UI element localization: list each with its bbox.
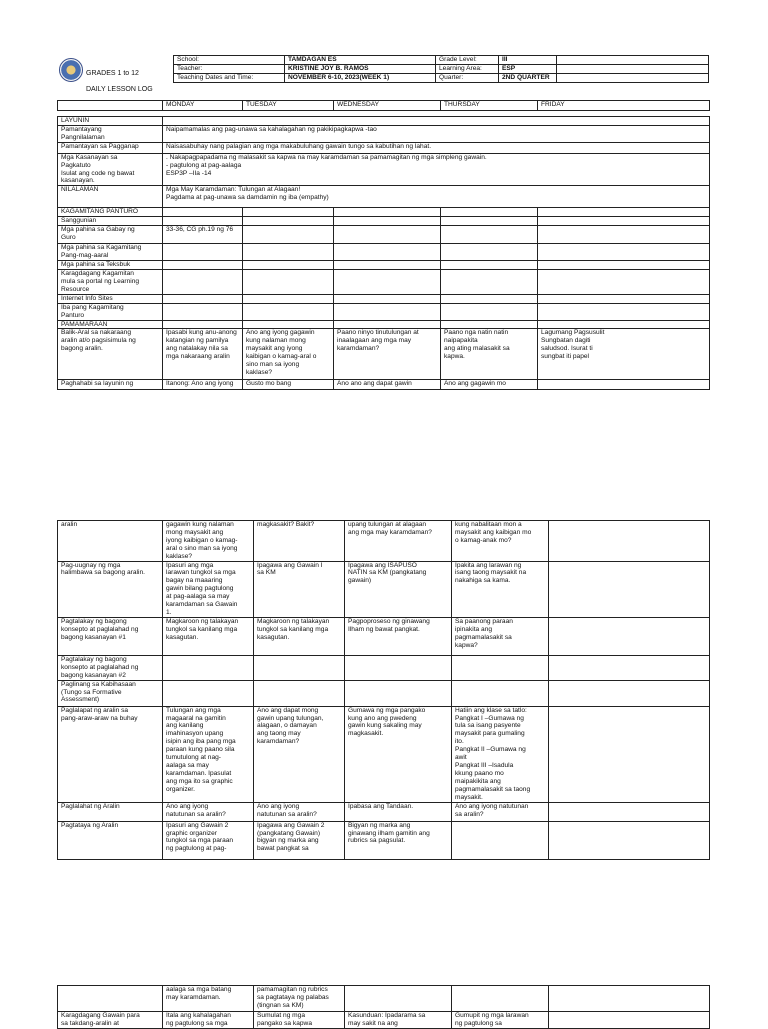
day-cell-wednesday: [334, 294, 441, 303]
day-cell-friday: [538, 303, 710, 320]
day-cell-monday: Tulungan ang mga magaaral na gamitin ang kanilang imahinasyon upang isipin ang iba pang mga paraan kung paano sila tumutulong at nag- aalaga sa may karamdaman. Ipasulat ang mga ito sa graphic organizer.: [163, 706, 254, 802]
lesson-table-page-1: [57, 100, 710, 390]
day-cell-friday: [549, 521, 710, 562]
day-friday: FRIDAY: [538, 101, 710, 111]
day-cell-thursday: [441, 270, 538, 295]
day-cell-tuesday: [243, 270, 334, 295]
row-label: Karagdagang Kagamitan mula sa portal ng Learning Resource: [58, 270, 163, 295]
row-label: Mga pahina sa Gabay ng Guro: [58, 226, 163, 244]
page1-row: [58, 153, 710, 186]
day-cell-thursday: [452, 821, 549, 859]
page2-row: [58, 655, 710, 680]
row-label: Karagdagang Gawain para sa takdang-aralin at: [58, 1012, 163, 1029]
header-info-table: [173, 55, 709, 83]
day-cell-tuesday: [243, 320, 334, 329]
day-cell-thursday: [452, 986, 549, 1012]
day-cell-tuesday: Ano ang iyong natutunan sa aralin?: [254, 802, 345, 821]
page1-row: [58, 303, 710, 320]
day-cell-friday: [538, 226, 710, 244]
day-cell-thursday: Hatiin ang klase sa tatlo: Pangkat I –Gumawa ng tula sa isang pasyente maysakit para gumaling ito. Pangkat II –Gumawa ng awit Pangkat III –Isadula kkung paano mo maipakikita ang pagmamalasakit sa taong maysakit.: [452, 706, 549, 802]
day-cell-wednesday: Bigyan ng marka ang ginawang ilham gamitin ang rubrics sa pagsulat.: [345, 821, 452, 859]
row-label: Pagtalakay ng bagong konsepto at paglalahad ng bagong kasanayan #2: [58, 655, 163, 680]
area-label: Learning Area:: [436, 64, 499, 73]
row-content: . Nakapagpapadama ng malasakit sa kapwa na may karamdaman sa pamamagitan ng mga simpleng gawain. - pagtulong at pag-aalaga ESP3P –IIa -14: [163, 153, 710, 186]
row-label: PAMAMARAAN: [58, 320, 163, 329]
day-cell-friday: [538, 270, 710, 295]
day-cell-friday: [538, 320, 710, 329]
page1-row: [58, 294, 710, 303]
day-cell-monday: [163, 294, 243, 303]
day-cell-tuesday: Magkaroon ng talakayan tungkol sa kanilang mga kasagutan.: [254, 617, 345, 655]
day-cell-friday: [538, 217, 710, 226]
page1-row: [58, 329, 710, 380]
day-cell-thursday: Gumupit ng mga larawan ng pagtulong sa: [452, 1012, 549, 1029]
page1-row: [58, 270, 710, 295]
row-label: Paglinang sa Kabihasaan (Tungo sa Formative Assessment): [58, 680, 163, 706]
page3-row: [58, 986, 710, 1012]
day-cell-tuesday: [254, 680, 345, 706]
day-cell-thursday: [441, 303, 538, 320]
day-cell-friday: [549, 802, 710, 821]
row-label: Pagtalakay ng bagong konsepto at paglalahad ng bagong kasanayan #1: [58, 617, 163, 655]
day-cell-monday: [163, 680, 254, 706]
day-cell-monday: [163, 217, 243, 226]
row-label: Pag-uugnay ng mga halimbawa sa bagong aralin.: [58, 561, 163, 617]
row-label: NILALAMAN: [58, 186, 163, 208]
school-value: TAMDAGAN ES: [285, 56, 436, 65]
day-cell-monday: Magkaroon ng talakayan tungkol sa kanilang mga kasagutan.: [163, 617, 254, 655]
day-cell-friday: [538, 208, 710, 217]
page1-row: [58, 186, 710, 208]
page1-row: [58, 244, 710, 261]
day-cell-friday: [549, 680, 710, 706]
day-cell-tuesday: Ipagawa ang Gawain I sa KM: [254, 561, 345, 617]
day-cell-tuesday: magkasakit? Bakit?: [254, 521, 345, 562]
day-cell-tuesday: Ipagawa ang Gawain 2 (pangkatang Gawain) bigyan ng marka ang bawat pangkat sa: [254, 821, 345, 859]
day-cell-monday: [163, 208, 243, 217]
day-thursday: THURSDAY: [441, 101, 538, 111]
day-cell-friday: [549, 561, 710, 617]
quarter-label: Quarter:: [436, 73, 499, 82]
row-label: aralin: [58, 521, 163, 562]
day-cell-tuesday: [243, 244, 334, 261]
day-cell-monday: gagawin kung nalaman mong maysakit ang iyong kaibigan o kamag- aral o sino man sa iyong kaklase?: [163, 521, 254, 562]
day-cell-tuesday: Ano ang dapat mong gawin upang tulungan, alagaan, o damayan ang taong may karamdaman?: [254, 706, 345, 802]
lesson-table-page-2: [57, 520, 710, 860]
day-cell-tuesday: Ano ang iyong gagawin kung nalaman mong maysakit ang iyong kaibigan o kamag-aral o sino man sa iyong kaklase?: [243, 329, 334, 380]
row-label: LAYUNIN: [58, 117, 163, 126]
page2-row: [58, 561, 710, 617]
day-cell-monday: aalaga sa mga batang may karamdaman.: [163, 986, 254, 1012]
day-cell-thursday: [441, 244, 538, 261]
day-cell-tuesday: [254, 655, 345, 680]
day-cell-friday: [538, 294, 710, 303]
page1-row: [58, 125, 710, 142]
page1-row: [58, 320, 710, 329]
day-cell-wednesday: [334, 208, 441, 217]
row-content: Naisasabuhay nang palagian ang mga makabuluhang gawain tungo sa kabutihan ng lahat.: [163, 142, 710, 153]
day-cell-friday: [538, 244, 710, 261]
day-cell-monday: Ipasuri ang mga larawan tungkol sa mga bagay na maaaring gawin bilang pagtulong at pag-aalaga sa may karamdaman sa Gawain 1.: [163, 561, 254, 617]
day-cell-thursday: Ano ang iyong natutunan sa aralin?: [452, 802, 549, 821]
day-cell-thursday: Ipakita ang larawan ng isang taong maysakit na nakahiga sa kama.: [452, 561, 549, 617]
day-cell-monday: 33-36, CG ph.19 ng 76: [163, 226, 243, 244]
row-label: Pamantayan sa Pagganap: [58, 142, 163, 153]
day-cell-wednesday: [345, 655, 452, 680]
day-cell-friday: [549, 706, 710, 802]
day-cell-monday: [163, 270, 243, 295]
teacher-value: KRISTINE JOY B. RAMOS: [285, 64, 436, 73]
deped-seal-icon: [59, 58, 83, 82]
row-label: Mga pahina sa Teksbuk: [58, 261, 163, 270]
page1-row: [58, 226, 710, 244]
page2-row: [58, 521, 710, 562]
row-label: [58, 986, 163, 1012]
day-cell-monday: Itala ang kahalagahan ng pagtulong sa mga: [163, 1012, 254, 1029]
page2-row: [58, 680, 710, 706]
day-cell-monday: [163, 320, 243, 329]
day-cell-tuesday: [243, 226, 334, 244]
day-cell-thursday: [441, 320, 538, 329]
day-cell-thursday: [441, 217, 538, 226]
day-cell-tuesday: [243, 261, 334, 270]
day-cell-thursday: Sa paanong paraan ipinakita ang pagmamalasakit sa kapwa?: [452, 617, 549, 655]
row-label: Paghahabi sa layunin ng: [58, 380, 163, 390]
day-cell-wednesday: [334, 270, 441, 295]
day-cell-wednesday: [334, 217, 441, 226]
title-line-1: GRADES 1 to 12: [86, 70, 139, 78]
row-label: Pagtataya ng Aralin: [58, 821, 163, 859]
day-cell-wednesday: [334, 226, 441, 244]
row-label: Iba pang Kagamitang Panturo: [58, 303, 163, 320]
page2-row: [58, 617, 710, 655]
day-cell-wednesday: [334, 303, 441, 320]
day-cell-tuesday: pamamagitan ng rubrics sa pagtataya ng palabas (tingnan sa KM): [254, 986, 345, 1012]
page1-row: [58, 217, 710, 226]
page1-row: [58, 142, 710, 153]
dates-label: Teaching Dates and Time:: [174, 73, 285, 82]
day-cell-wednesday: [345, 986, 452, 1012]
row-content: Mga May Karamdaman: Tulungan at Alagaan! Pagdama at pag-unawa sa damdamin ng iba (empathy): [163, 186, 710, 208]
day-cell-tuesday: Gusto mo bang: [243, 380, 334, 390]
day-cell-thursday: Ano ang gagawin mo: [441, 380, 538, 390]
row-label: Mga pahina sa Kagamitang Pang-mag-aaral: [58, 244, 163, 261]
title-line-2: DAILY LESSON LOG: [86, 86, 153, 94]
grade-value: III: [499, 56, 557, 65]
day-cell-monday: [163, 261, 243, 270]
row-label: KAGAMITANG PANTURO: [58, 208, 163, 217]
school-label: School:: [174, 56, 285, 65]
row-label: Pamantayang Pangnilalaman: [58, 125, 163, 142]
day-cell-wednesday: upang tulungan at alagaan ang mga may karamdaman?: [345, 521, 452, 562]
page1-row: [58, 261, 710, 270]
document-title: [86, 62, 153, 102]
day-cell-wednesday: Ipabasa ang Tandaan.: [345, 802, 452, 821]
row-label: Paglalapat ng aralin sa pang-araw-araw na buhay: [58, 706, 163, 802]
dates-value: NOVEMBER 6-10, 2023(WEEK 1): [285, 73, 436, 82]
day-cell-monday: Ipasabi kung anu-anong katangian ng pamilya ang natalakay nila sa mga nakaraang aralin: [163, 329, 243, 380]
day-cell-wednesday: Pagpoproseso ng ginawang Ilham ng bawat pangkat.: [345, 617, 452, 655]
row-content: Naipamamalas ang pag-unawa sa kahalagahan ng pakikipagkapwa -tao: [163, 125, 710, 142]
row-label: Paglalahat ng Aralin: [58, 802, 163, 821]
page2-row: [58, 706, 710, 802]
row-content: [163, 117, 710, 126]
day-cell-thursday: [441, 294, 538, 303]
day-cell-friday: [538, 261, 710, 270]
page3-row: [58, 1012, 710, 1029]
page1-row: [58, 117, 710, 126]
row-label: Internet Info Sites: [58, 294, 163, 303]
day-cell-tuesday: [243, 294, 334, 303]
day-cell-wednesday: [334, 320, 441, 329]
grade-label: Grade Level:: [436, 56, 499, 65]
day-cell-thursday: kung nabalitaan mon a maysakit ang kaibigan mo o kamag-anak mo?: [452, 521, 549, 562]
day-cell-monday: Itanong: Ano ang iyong: [163, 380, 243, 390]
day-wednesday: WEDNESDAY: [334, 101, 441, 111]
teacher-label: Teacher:: [174, 64, 285, 73]
row-label: Balik-Aral sa nakaraang aralin at/o pagsisimula ng bagong aralin.: [58, 329, 163, 380]
day-cell-wednesday: Paano ninyo tinutulungan at inaalagaan ang mga may karamdaman?: [334, 329, 441, 380]
day-cell-wednesday: [334, 244, 441, 261]
day-cell-thursday: [441, 261, 538, 270]
day-cell-monday: [163, 244, 243, 261]
lesson-table-page-3: [57, 985, 710, 1029]
day-cell-friday: [549, 617, 710, 655]
day-cell-friday: [549, 986, 710, 1012]
day-cell-wednesday: [345, 680, 452, 706]
day-cell-friday: [549, 821, 710, 859]
day-cell-wednesday: Gumawa ng mga pangako kung ano ang pwedeng gawin kung sakaling may magkasakit.: [345, 706, 452, 802]
day-cell-thursday: [452, 655, 549, 680]
page1-row: [58, 380, 710, 390]
day-cell-thursday: [452, 680, 549, 706]
page1-row: [58, 208, 710, 217]
day-cell-monday: Ano ang iyong natutunan sa aralin?: [163, 802, 254, 821]
day-cell-monday: [163, 303, 243, 320]
day-cell-tuesday: [243, 217, 334, 226]
day-cell-friday: [549, 655, 710, 680]
day-cell-tuesday: [243, 208, 334, 217]
day-cell-wednesday: Ipagawa ang ISAPUSO NATIN sa KM (pangkatang gawain): [345, 561, 452, 617]
day-monday: MONDAY: [163, 101, 243, 111]
area-value: ESP: [499, 64, 557, 73]
day-cell-tuesday: Sumulat ng mga pangako sa kapwa: [254, 1012, 345, 1029]
day-cell-thursday: [441, 208, 538, 217]
day-cell-thursday: [441, 226, 538, 244]
page2-row: [58, 802, 710, 821]
day-cell-friday: [538, 380, 710, 390]
day-cell-tuesday: [243, 303, 334, 320]
day-cell-monday: [163, 655, 254, 680]
day-cell-wednesday: [334, 261, 441, 270]
page2-row: [58, 821, 710, 859]
row-label: Sanggunian: [58, 217, 163, 226]
day-cell-friday: Lagumang Pagsusulit Sungbatan dagiti saludsod. Isurat ti sungbat iti papel: [538, 329, 710, 380]
day-header-row: [58, 101, 710, 111]
day-cell-friday: [549, 1012, 710, 1029]
day-cell-monday: Ipasuri ang Gawain 2 graphic organizer tungkol sa mga paraan ng pagtulong at pag-: [163, 821, 254, 859]
day-cell-wednesday: Ano ano ang dapat gawin: [334, 380, 441, 390]
day-tuesday: TUESDAY: [243, 101, 334, 111]
day-cell-thursday: Paano nga natin natin naipapakita ang ating malasakit sa kapwa.: [441, 329, 538, 380]
quarter-value: 2ND QUARTER: [499, 73, 557, 82]
day-cell-wednesday: Kasunduan: Ipadarama sa may sakit na ang: [345, 1012, 452, 1029]
row-label: Mga Kasanayan sa Pagkatuto Isulat ang code ng bawat kasanayan.: [58, 153, 163, 186]
